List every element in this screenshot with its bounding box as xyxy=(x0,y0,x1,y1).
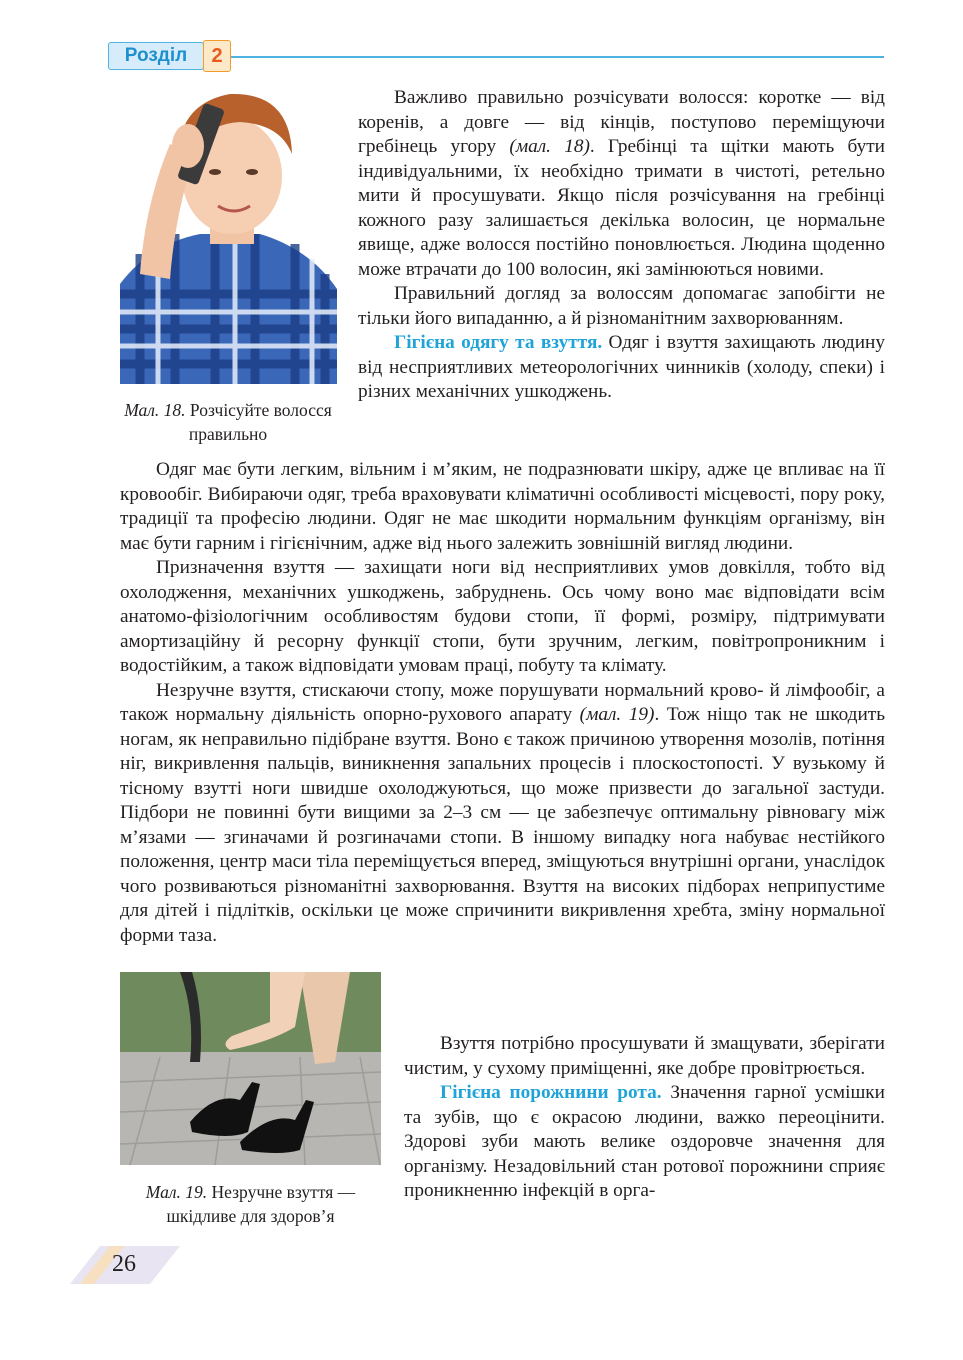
paragraph-clothing-heading: Гігієна одягу та взуття. Одяг і взуття захищають людину від несприятливих метеорологічних чинників (холоду, спеки) і різних механічних ушкоджень. xyxy=(358,332,885,402)
figure-18-photo xyxy=(120,84,337,384)
page-number: 26 xyxy=(112,1251,136,1277)
figure-19-caption xyxy=(118,1180,383,1228)
figure-18-caption-text: Розчісуйте волосся правильно xyxy=(185,400,332,444)
heading-clothing-hygiene: Гігієна одягу та взуття. xyxy=(394,332,603,353)
text-block-middle xyxy=(120,458,886,946)
figure-19-photo xyxy=(120,972,381,1165)
header-rule xyxy=(228,56,884,58)
text-block-bottom xyxy=(404,1032,885,1204)
figure-19-caption-text: Незручне взуття — шкідливе для здоров’я xyxy=(166,1182,356,1226)
section-label: Розділ xyxy=(108,42,204,70)
paragraph-footwear-purpose: Призначення взуття — захищати ноги від несприятливих умов довкілля, тобто від охолодження, механічних ушкоджень, забруднень. Ось чому воно має відповідати всім анатомо-фізіологічним особливостям будови стопи, її формі, розміру, підтримувати амортизаційну й ресорну функції стопи, бути зручним, легким, повітропроникним і водостійким, а також відповідати умовам праці, побуту та клімату. xyxy=(120,557,885,676)
paragraph-mouth-heading: Гігієна порожнини рота. Значення гарної усмішки та зубів, що є окрасою людини, важко переоцінити. Здорові зуби мають велике оздоровче значення для організму. Незадовільний стан ротової порожнини сприяє проникненню інфекцій в орга- xyxy=(404,1082,885,1201)
paragraph-hair-combing: Важливо правильно розчісувати волосся: коротке — від коренів, а довге — від кінців, поступово переміщуючи гребінець угору (мал. 18). Гребінці та щітки мають бути індивідуальними, їх необхідно тримати в чистоті, ретельно мити й просушувати. Якщо після розчісування на гребінці кожного разу залишається декілька волосин, це нормальне явище, адже волосся постійно поновлюється. Людина щоденно може втрачати до 100 волосин, які замінюються новими. xyxy=(358,87,885,280)
figure-19-label: Мал. 19. xyxy=(145,1182,208,1202)
paragraph-clothing: Одяг має бути легким, вільним і м’яким, не подразнювати шкіру, адже це впливає на її кровообіг. Вибираючи одяг, треба враховувати кліматичні особливості місцевості, пору року, традиції та професію людини. Одяг не має шкодити нормальним функціям організму, він має бути гарним і гігієнічним, адже від нього залежить зовнішній вигляд людини. xyxy=(120,459,885,554)
paragraph-hair-care: Правильний догляд за волоссям допомагає запобігти не тільки його випаданню, а й різноманітним захворюванням. xyxy=(358,283,885,329)
text-block-top xyxy=(358,86,885,405)
figure-18-caption xyxy=(118,398,338,446)
paragraph-uncomfortable-shoes: Незручне взуття, стискаючи стопу, може порушувати нормальний крово- й лімфообіг, а також нормальну діяльність опорно-рухового апарату (мал. 19). Тож ніщо так не шкодить ногам, як неправильно підібране взуття. Воно є також причиною утворення мозолів, потіння ніг, викривлення пальців, виникнення запальних процесів і плоскостопості. У вузькому й тісному взутті ноги швидше охолоджуються, що може призвести до загальної застуди. Підбори не повинні бути вищими за 2–3 см — це забезпечує оптимальну рівновагу між м’язами — згиначами й розгиначами стопи. В іншому випадку нога набуває нестійкого положення, центр маси тіла переміщується вперед, зміщуються внутрішні органи, унаслідок чого розвиваються різноманітні захворювання. Взуття на високих підборах неприпустиме для дітей і підлітків, оскільки це може спричинити викривлення хребта, зміну нормальної форми таза. xyxy=(120,679,886,946)
paragraph-shoe-care: Взуття потрібно просушувати й змащувати, зберігати чистим, у сухому приміщенні, яке добре провітрюється. xyxy=(404,1033,885,1079)
section-number: 2 xyxy=(203,40,231,72)
figure-18-label: Мал. 18. xyxy=(124,400,186,420)
heading-mouth-hygiene: Гігієна порожнини рота. xyxy=(440,1082,662,1103)
